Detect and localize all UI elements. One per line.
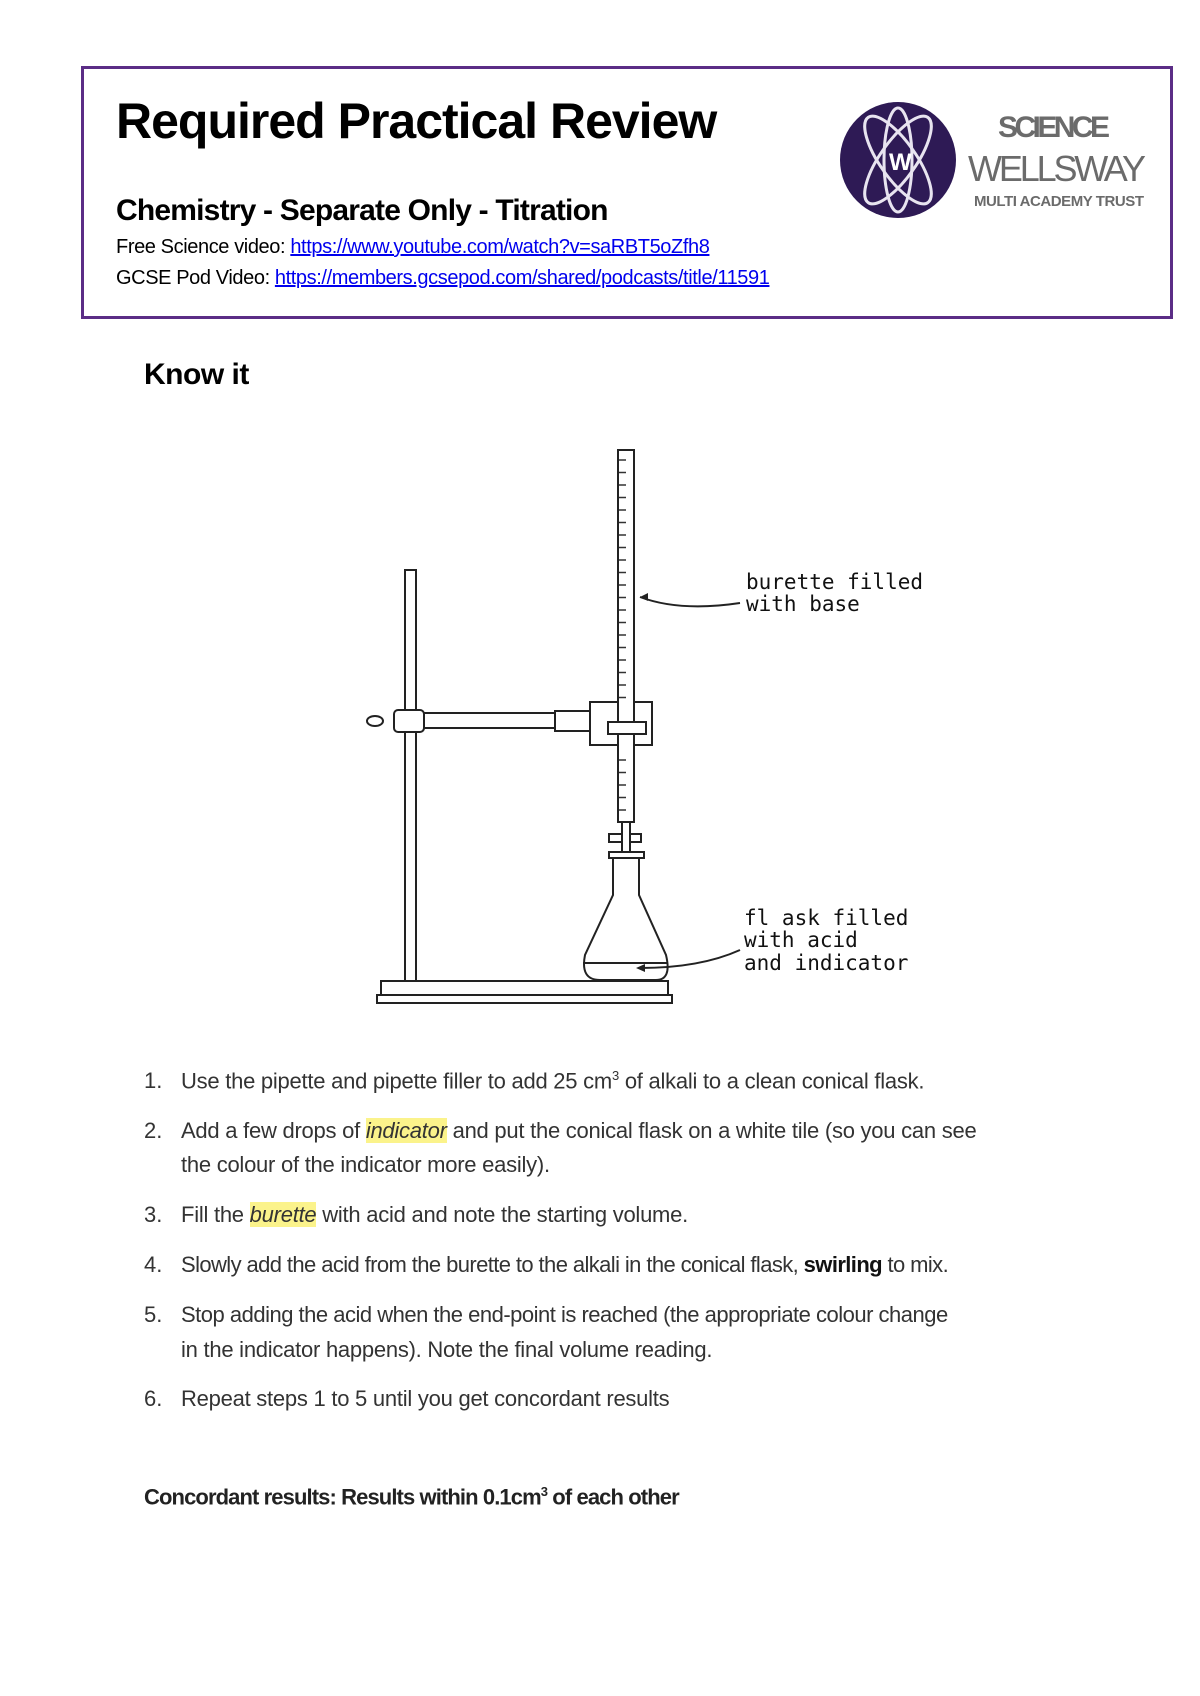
burette-label-line2: with base — [746, 592, 860, 616]
bold-term: swirling — [803, 1252, 882, 1277]
flask-label-line1: fl ask filled — [744, 906, 909, 930]
step-5-cont: in the indicator happens). Note the final volume reading. — [181, 1337, 713, 1362]
highlighted-term: indicator — [365, 1118, 447, 1143]
logo-trust: MULTI ACADEMY TRUST — [974, 193, 1144, 210]
step-number: 6. — [144, 1386, 163, 1411]
gcsepod-link[interactable]: https://members.gcsepod.com/shared/podcasts/title/11591 — [274, 267, 770, 289]
flask-label-line2: with acid — [744, 928, 858, 952]
step-text: Slowly add the acid from the burette to the alkali in the conical flask, — [181, 1252, 804, 1277]
burette-label-line1: burette filled — [746, 570, 924, 594]
logo-monogram: W — [889, 149, 912, 176]
step-2-cont: the colour of the indicator more easily). — [181, 1152, 550, 1177]
conical-flask — [584, 858, 668, 980]
step-number: 4. — [144, 1252, 163, 1277]
page-title: Required Practical Review — [116, 93, 717, 149]
stand-base — [381, 981, 668, 995]
step-number: 1. — [144, 1068, 163, 1093]
step-text: with acid and note the starting volume. — [316, 1202, 688, 1227]
step-text: and put the conical flask on a white tile (so you can see — [446, 1118, 977, 1143]
step-4 — [181, 1252, 948, 1278]
concordant-definition — [144, 1484, 679, 1510]
clamp-jaw — [608, 722, 646, 734]
section-title: Know it — [144, 358, 249, 391]
burette-arrow — [640, 597, 740, 606]
page-subtitle: Chemistry - Separate Only - Titration — [116, 194, 608, 227]
boss-screw — [367, 716, 383, 726]
step-2 — [181, 1118, 976, 1144]
flask-label-line3: and indicator — [744, 951, 909, 975]
youtube-link[interactable]: https://www.youtube.com/watch?v=saRBT5oZfh8 — [290, 236, 710, 258]
step-number: 5. — [144, 1302, 163, 1327]
logo-wellsway: WELLSWAY — [968, 148, 1146, 189]
concordant-text: Concordant results: Results within 0.1cm — [144, 1484, 541, 1510]
logo-science: SCIENCE — [998, 111, 1110, 144]
concordant-text: of each other — [547, 1484, 679, 1510]
step-6: Repeat steps 1 to 5 until you get concordant results — [181, 1386, 670, 1411]
step-number: 3. — [144, 1202, 163, 1227]
boss-head — [394, 710, 424, 732]
step-5: Stop adding the acid when the end-point is reached (the appropriate colour change — [181, 1302, 948, 1327]
burette — [618, 450, 634, 822]
arrowhead — [640, 593, 648, 601]
superscript: 3 — [611, 1068, 619, 1083]
clamp-joint — [555, 711, 590, 731]
step-text: Add a few drops of — [181, 1118, 366, 1143]
step-text: Fill the — [181, 1202, 250, 1227]
step-1 — [181, 1068, 924, 1094]
retort-rod — [405, 570, 416, 981]
link-label: GCSE Pod Video: — [116, 267, 275, 289]
link-label: Free Science video: — [116, 236, 291, 258]
step-3 — [181, 1202, 688, 1228]
superscript: 3 — [540, 1484, 548, 1499]
step-number: 2. — [144, 1118, 163, 1143]
stand-base-plate — [377, 995, 672, 1003]
step-text: to mix. — [882, 1252, 949, 1277]
step-text: of alkali to a clean conical flask. — [618, 1068, 925, 1094]
highlighted-term: burette — [249, 1202, 317, 1227]
step-text: Use the pipette and pipette filler to add 25 cm — [181, 1068, 612, 1094]
